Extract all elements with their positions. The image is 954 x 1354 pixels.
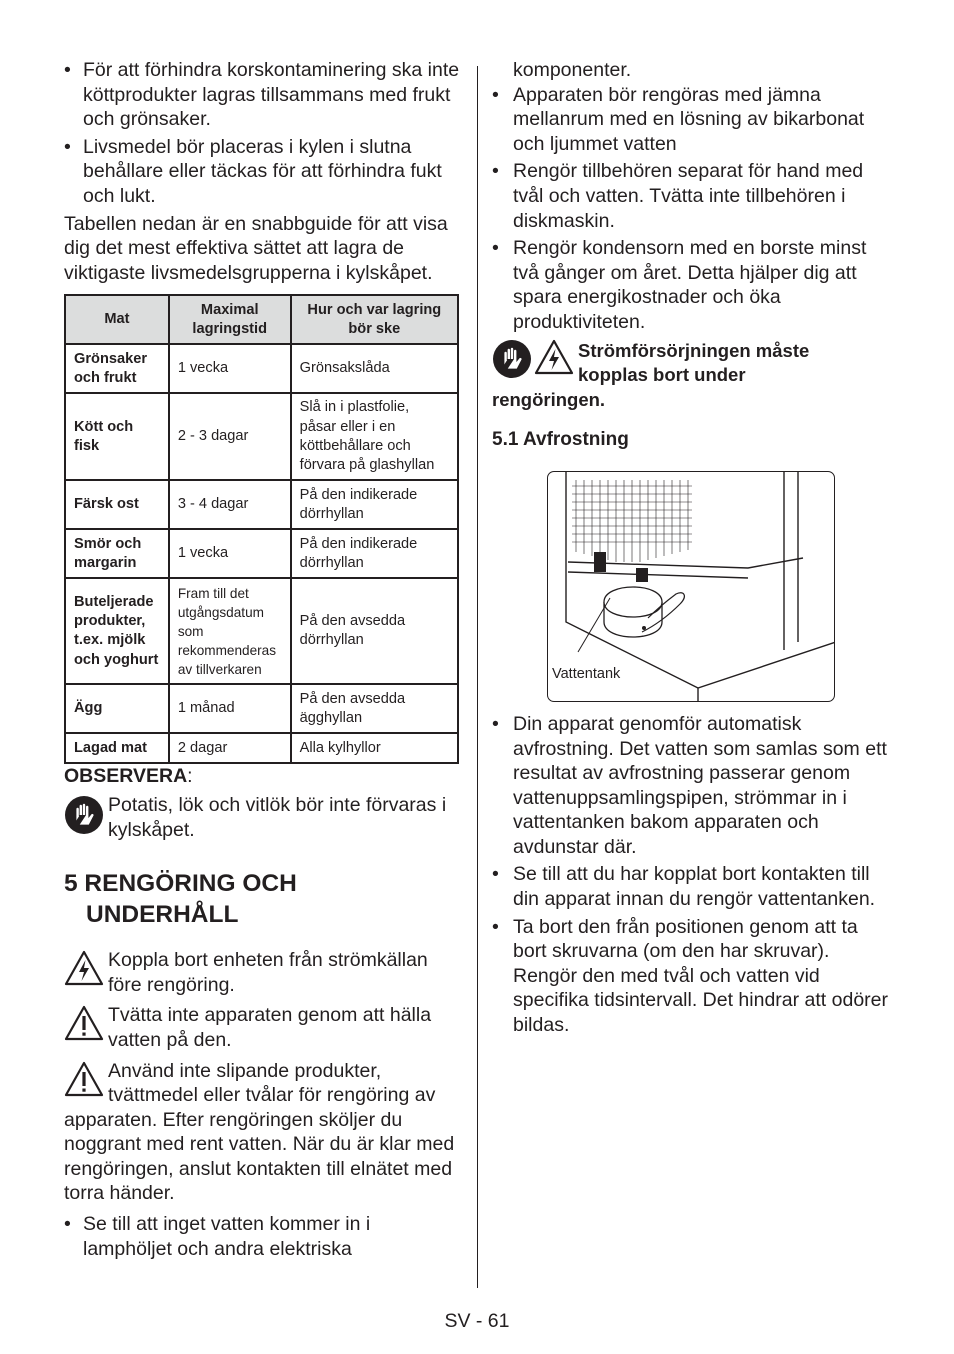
warning-triangle-icon (534, 339, 574, 375)
table-header-row (65, 295, 458, 344)
table-cell-time: 1 månad (169, 684, 291, 733)
table-row (65, 578, 458, 684)
warning-triangle-icon (64, 1005, 104, 1041)
power-note-line-1: Strömförsörjningen måste (578, 339, 810, 361)
table-row (65, 393, 458, 480)
table-cell-food: Kött och fisk (65, 393, 169, 480)
table-cell-how: På den indikerade dörrhyllan (291, 480, 458, 529)
bullet-item: • Rengör tillbehören separat för hand med tvål och vatten. Tvätta inte tillbehören i diskmaskin. (492, 159, 892, 233)
observera-text: Potatis, lök och vitlök bör inte förvaras i kylskåpet. (108, 793, 447, 841)
warning-text: Tvätta inte apparaten genom att hälla vatten på den. (108, 1004, 432, 1051)
power-note (492, 339, 892, 413)
table-cell-time: Fram till det utgångsdatum som rekommenderas av tillverkaren (169, 578, 291, 684)
warning-triangle-icon (64, 1061, 104, 1097)
bullet-item: • Se till att du har kopplat bort kontakten till din apparat innan du rengör vattentanken. (492, 862, 892, 911)
section-title-line-1: 5 RENGÖRING OCH (64, 870, 297, 898)
warning-text: Använd inte slipande produkter, tvättmedel eller tvålar för rengöring av apparaten. Efter rengöringen sköljer du noggrant med rent vatten. När du är klar med rengöringen, anslut kontakten till elnätet med torra händer. (64, 1059, 455, 1205)
bullet-item: • Rengör kondensorn med en borste minst två gånger om året. Detta hjälper dig att spara energikostnader och öka produktiviteten. (492, 236, 892, 334)
bullet-item: • För att förhindra korskontaminering ska inte köttprodukter lagras tillsammans med frukt och grönsaker. (64, 58, 462, 132)
table-row (65, 529, 458, 578)
table-cell-how: Slå in i plastfolie, påsar eller i en köttbehållare och förvara på glashyllan (291, 393, 458, 480)
table-header: Mat (65, 295, 169, 344)
table-cell-time: 2 - 3 dagar (169, 393, 291, 480)
power-note-line-2: kopplas bort under (578, 364, 746, 386)
table-row (65, 684, 458, 733)
bullet-item: • Se till att inget vatten kommer in i lamphöljet och andra elektriska (64, 1212, 462, 1261)
defrost-bullets (492, 712, 892, 1038)
table-cell-how: På den avsedda dörrhyllan (291, 578, 458, 684)
table-cell-food: Buteljerade produkter, t.ex. mjölk och yoghurt (65, 578, 169, 684)
table-cell-how: Alla kylhyllor (291, 733, 458, 763)
storage-table (64, 294, 459, 764)
table-header: Maximal lagringstid (169, 295, 291, 344)
table-cell-how: På den avsedda ägghyllan (291, 684, 458, 733)
table-cell-how: Grönsakslåda (291, 344, 458, 393)
bullet-item: • Livsmedel bör placeras i kylen i slutna behållare eller täckas för att förhindra fukt och lukt. (64, 135, 462, 209)
section-title (64, 868, 462, 930)
table-row (65, 344, 458, 393)
continued-text: komponenter. (513, 59, 632, 81)
column-divider (477, 66, 478, 1288)
table-intro: Tabellen nedan är en snabbguide för att visa dig det mest effektiva sättet att lagra de viktigaste livsmedelsgrupperna i kylskåpet. (64, 212, 448, 284)
hand-stop-icon (492, 339, 532, 379)
table-row (65, 733, 458, 763)
table-cell-how: På den indikerade dörrhyllan (291, 529, 458, 578)
table-row (65, 480, 458, 529)
observera-label: OBSERVERA (64, 765, 188, 788)
observera-colon: : (187, 765, 193, 788)
warning-triangle-icon (64, 950, 104, 986)
warning-note (64, 1059, 462, 1207)
table-cell-time: 1 vecka (169, 529, 291, 578)
table-cell-time: 2 dagar (169, 733, 291, 763)
power-note-line-3: rengöringen. (492, 388, 606, 410)
observera-line (64, 764, 462, 789)
defrost-illustration (547, 471, 835, 702)
right-column (492, 58, 892, 1041)
table-cell-food: Smör och margarin (65, 529, 169, 578)
table-cell-food: Grönsaker och frukt (65, 344, 169, 393)
table-cell-time: 1 vecka (169, 344, 291, 393)
warning-note (64, 1003, 462, 1052)
table-cell-time: 3 - 4 dagar (169, 480, 291, 529)
table-cell-food: Färsk ost (65, 480, 169, 529)
table-header: Hur och var lagring bör ske (291, 295, 458, 344)
bullet-item: • Ta bort den från positionen genom att ta bort skruvarna (om den har skruvar). Rengör den med tvål och vatten vid specifika tidsintervall. Det hindrar att odörer bildas. (492, 915, 892, 1038)
left-column (64, 58, 462, 1264)
bullet-item: • Din apparat genomför automatisk avfrostning. Det vatten som samlas som ett resultat av avfrostning passerar genom vattenuppsamlingspipen, strömmar in i vattentanken bakom apparaten och avdunstar där. (492, 712, 892, 860)
observera-note (64, 793, 462, 842)
figure-label: Vattentank (552, 665, 621, 682)
bullet-item: • Apparaten bör rengöras med jämna mellanrum med en lösning av bikarbonat och ljummet vatten (492, 83, 892, 157)
warning-note (64, 948, 462, 997)
table-cell-food: Ägg (65, 684, 169, 733)
subsection-title: 5.1 Avfrostning (492, 429, 629, 451)
warning-text: Koppla bort enheten från strömkällan före rengöring. (108, 949, 428, 996)
hand-stop-icon (64, 795, 104, 835)
table-cell-food: Lagad mat (65, 733, 169, 763)
section-title-line-2: UNDERHÅLL (86, 901, 239, 929)
page-number: SV - 61 (444, 1310, 510, 1332)
